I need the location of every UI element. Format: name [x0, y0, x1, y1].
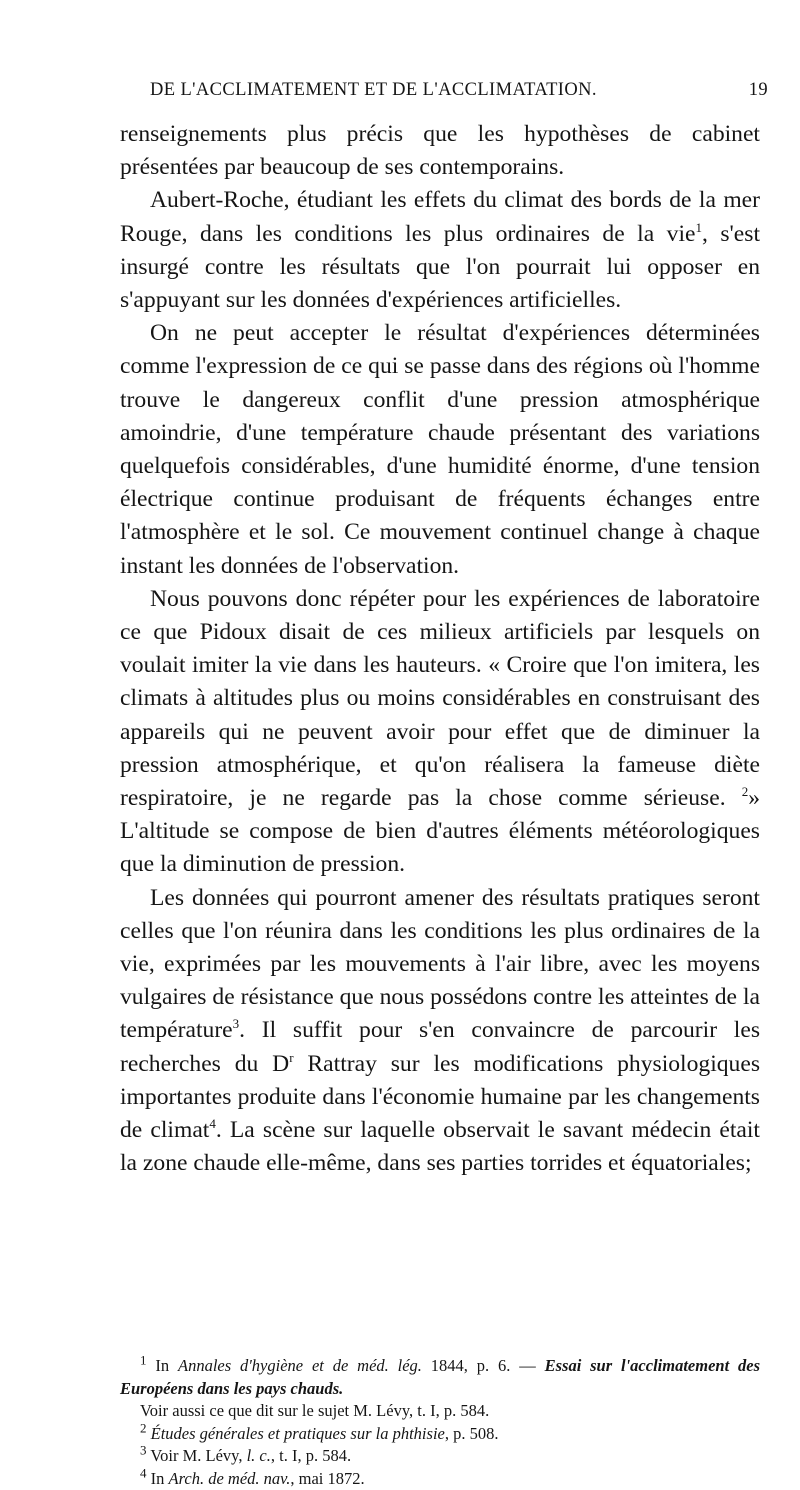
footnote-1-journal: Annales d'hygiène et de méd. lég. — [178, 1356, 422, 1375]
footnote-4-number: 4 — [140, 1465, 147, 1480]
footnote-1-title: Essai sur l'acclimatement des Européens dans les pays chauds. — [120, 1356, 760, 1398]
footnote-2 — [120, 1423, 760, 1446]
doctor-abbrev-sup: r — [289, 1050, 293, 1065]
paragraph-5-text-d: . La scène sur laquelle observait le savant médecin était la zone chaude elle-même, dans ses parties torrides et équatoriales; — [120, 1117, 760, 1176]
footnote-1 — [120, 1355, 760, 1400]
footnote-2-title: Études générales et pratiques sur la phthisie — [151, 1424, 445, 1443]
footnote-1-text-a: In — [155, 1356, 178, 1375]
paragraph-5 — [120, 882, 760, 1181]
footnote-3-text-a: Voir M. Lévy, — [150, 1446, 246, 1465]
paragraph-2 — [120, 184, 760, 317]
footnote-3-loc-cit: l. c. — [247, 1446, 271, 1465]
page-number: 19 — [749, 80, 768, 101]
footnote-2-number: 2 — [140, 1420, 147, 1435]
paragraph-2-text-a: Aubert-Roche, étudiant les effets du climat des bords de la mer Rouge, dans les conditions les plus ordinaires de la vie — [120, 187, 760, 246]
paragraph-4-text-a: Nous pouvons donc répéter pour les expériences de laboratoire ce que Pidoux disait de ces milieux artificiels par lesquels on voulait imiter la vie dans les hauteurs. « Croire que l'on imitera, les climats à altitudes plus ou moins considérables en construisant des appareils qui ne peuvent avoir pour effet que de diminuer la pression atmosphérique, et qu'on réalisera la fameuse diète respiratoire, je ne regarde pas la chose comme sérieuse. — [120, 586, 760, 811]
footnote-ref-4: 4 — [209, 1116, 216, 1131]
footnote-1-continued: Voir aussi ce que dit sur le sujet M. Lévy, t. I, p. 584. — [120, 1400, 760, 1423]
main-text — [120, 118, 760, 1181]
footnotes — [120, 1355, 760, 1490]
footnote-ref-2: 2 — [742, 784, 749, 799]
footnote-3 — [120, 1445, 760, 1468]
footnote-1-number: 1 — [140, 1353, 147, 1368]
paragraph-1: renseignements plus précis que les hypothèses de cabinet présentées par beaucoup de ses contemporains. — [120, 118, 760, 184]
footnote-1-text-b: 1844, p. 6. — — [422, 1356, 545, 1375]
footnote-ref-1: 1 — [695, 220, 702, 235]
footnote-4-journal: Arch. de méd. nav. — [169, 1469, 291, 1488]
footnote-4-text-a: In — [151, 1469, 169, 1488]
footnote-4-text-b: , mai 1872. — [290, 1469, 364, 1488]
paragraph-4-text-b: » L'altitude se compose de bien d'autres éléments météorologiques que la diminution de pression. — [120, 785, 760, 877]
paragraph-3: On ne peut accepter le résultat d'expériences déterminées comme l'expression de ce qui se passe dans des régions où l'homme trouve le dangereux conflit d'une pression atmosphérique amoindrie, d'une température chaude présentant des variations quelquefois considérables, d'une humidité énorme, d'une tension électrique continue produisant de fréquents échanges entre l'atmosphère et le sol. Ce mouvement continuel change à chaque instant les données de l'observation. — [120, 317, 760, 583]
footnote-3-number: 3 — [140, 1443, 147, 1458]
running-title: DE L'ACCLIMATEMENT ET DE L'ACCLIMATATION. — [150, 80, 597, 101]
paragraph-2-text-b: , s'est insurgé contre les résultats que l'on pourrait lui opposer en s'appuyant sur les données d'expériences artificielles. — [120, 221, 760, 313]
footnote-2-text-b: , p. 508. — [445, 1424, 499, 1443]
footnote-ref-3: 3 — [233, 1017, 240, 1032]
paragraph-5-text-b: . Il suffit pour s'en convaincre de parcourir les recherches du D — [120, 1017, 760, 1076]
footnote-3-text-b: , t. I, p. 584. — [271, 1446, 351, 1465]
paragraph-4 — [120, 583, 760, 882]
paragraph-5-text-a: Les données qui pourront amener des résultats pratiques seront celles que l'on réunira dans les conditions les plus ordinaires de la vie, exprimées par les mouvements à l'air libre, avec les moyens vulgaires de résistance que nous possédons contre les atteintes de la température — [120, 885, 760, 1044]
paragraph-5-text-c: Rattray sur les modifications physiologiques importantes produite dans l'économie humaine par les changements de climat — [120, 1051, 760, 1143]
running-header — [150, 80, 768, 110]
